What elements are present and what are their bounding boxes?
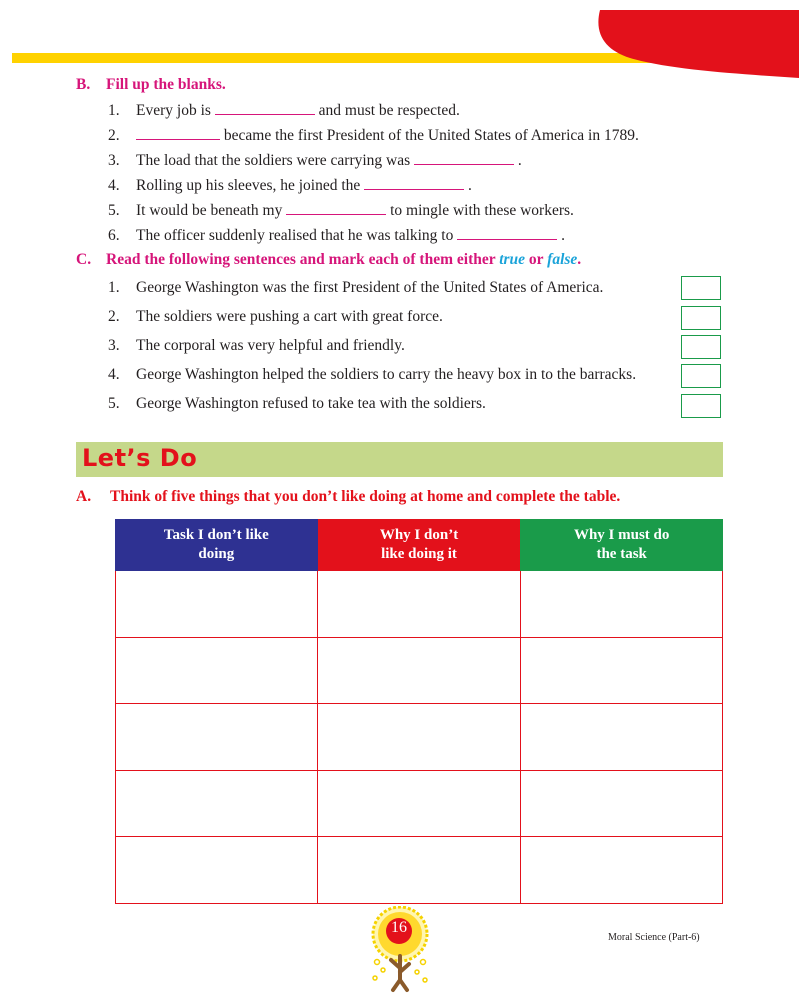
true-false-item-3: 3. The corporal was very helpful and friendly.	[108, 337, 405, 354]
section-c-heading: C. Read the following sentences and mark each of them either true or false.	[76, 251, 582, 268]
table-cell[interactable]	[318, 638, 520, 705]
blank-line	[414, 150, 514, 165]
table-cell[interactable]	[521, 704, 723, 771]
fill-blank-item-5: 5. It would be beneath my to mingle with these workers.	[108, 202, 574, 219]
true-false-item-5: 5. George Washington refused to take tea with the soldiers.	[108, 395, 486, 412]
activity-a-heading: A. Think of five things that you don’t like doing at home and complete the table.	[76, 488, 621, 505]
book-title: Moral Science (Part-6)	[608, 932, 700, 943]
table-cell[interactable]	[115, 638, 318, 705]
fill-blank-item-3: 3. The load that the soldiers were carrying was .	[108, 152, 522, 169]
table-row	[115, 837, 723, 904]
table-cell[interactable]	[521, 771, 723, 838]
answer-box-4[interactable]	[681, 364, 721, 388]
table-cell[interactable]	[521, 571, 723, 638]
blank-line	[215, 100, 315, 115]
table-cell[interactable]	[115, 771, 318, 838]
table-header-row	[115, 519, 723, 571]
table-cell[interactable]	[115, 571, 318, 638]
lets-do-title: Let’s Do	[82, 444, 198, 472]
blank-line	[457, 225, 557, 240]
blank-line	[364, 175, 464, 190]
table-row	[115, 704, 723, 771]
answer-box-1[interactable]	[681, 276, 721, 300]
table-row	[115, 571, 723, 638]
table-cell[interactable]	[115, 704, 318, 771]
true-false-item-4: 4. George Washington helped the soldiers to carry the heavy box in to the barracks.	[108, 366, 637, 383]
fill-blank-item-6: 6. The officer suddenly realised that he was talking to .	[108, 227, 565, 244]
table-cell[interactable]	[318, 704, 520, 771]
activity-table	[115, 519, 723, 904]
table-row	[115, 638, 723, 705]
table-row	[115, 771, 723, 838]
header-red-swoosh	[590, 10, 799, 78]
table-cell[interactable]	[521, 837, 723, 904]
table-cell[interactable]	[318, 837, 520, 904]
table-header-task: Task I don’t like doing	[115, 519, 318, 571]
blank-line	[286, 200, 386, 215]
true-false-item-2: 2. The soldiers were pushing a cart with great force.	[108, 308, 443, 325]
fill-blank-item-2: 2. became the first President of the United States of America in 1789.	[108, 127, 639, 144]
answer-box-3[interactable]	[681, 335, 721, 359]
table-cell[interactable]	[521, 638, 723, 705]
answer-box-2[interactable]	[681, 306, 721, 330]
table-cell[interactable]	[115, 837, 318, 904]
blank-line	[136, 125, 220, 140]
table-cell[interactable]	[318, 771, 520, 838]
fill-blank-item-1: 1. Every job is and must be respected.	[108, 102, 460, 119]
true-false-item-1: 1. George Washington was the first President of the United States of America.	[108, 279, 604, 296]
table-header-why-not: Why I don’t like doing it	[318, 519, 521, 571]
fill-blank-item-4: 4. Rolling up his sleeves, he joined the .	[108, 177, 472, 194]
table-cell[interactable]	[318, 571, 520, 638]
page-number: 16	[391, 919, 407, 936]
answer-box-5[interactable]	[681, 394, 721, 418]
table-header-why-must: Why I must do the task	[520, 519, 723, 571]
section-b-heading: B. Fill up the blanks.	[76, 76, 226, 93]
